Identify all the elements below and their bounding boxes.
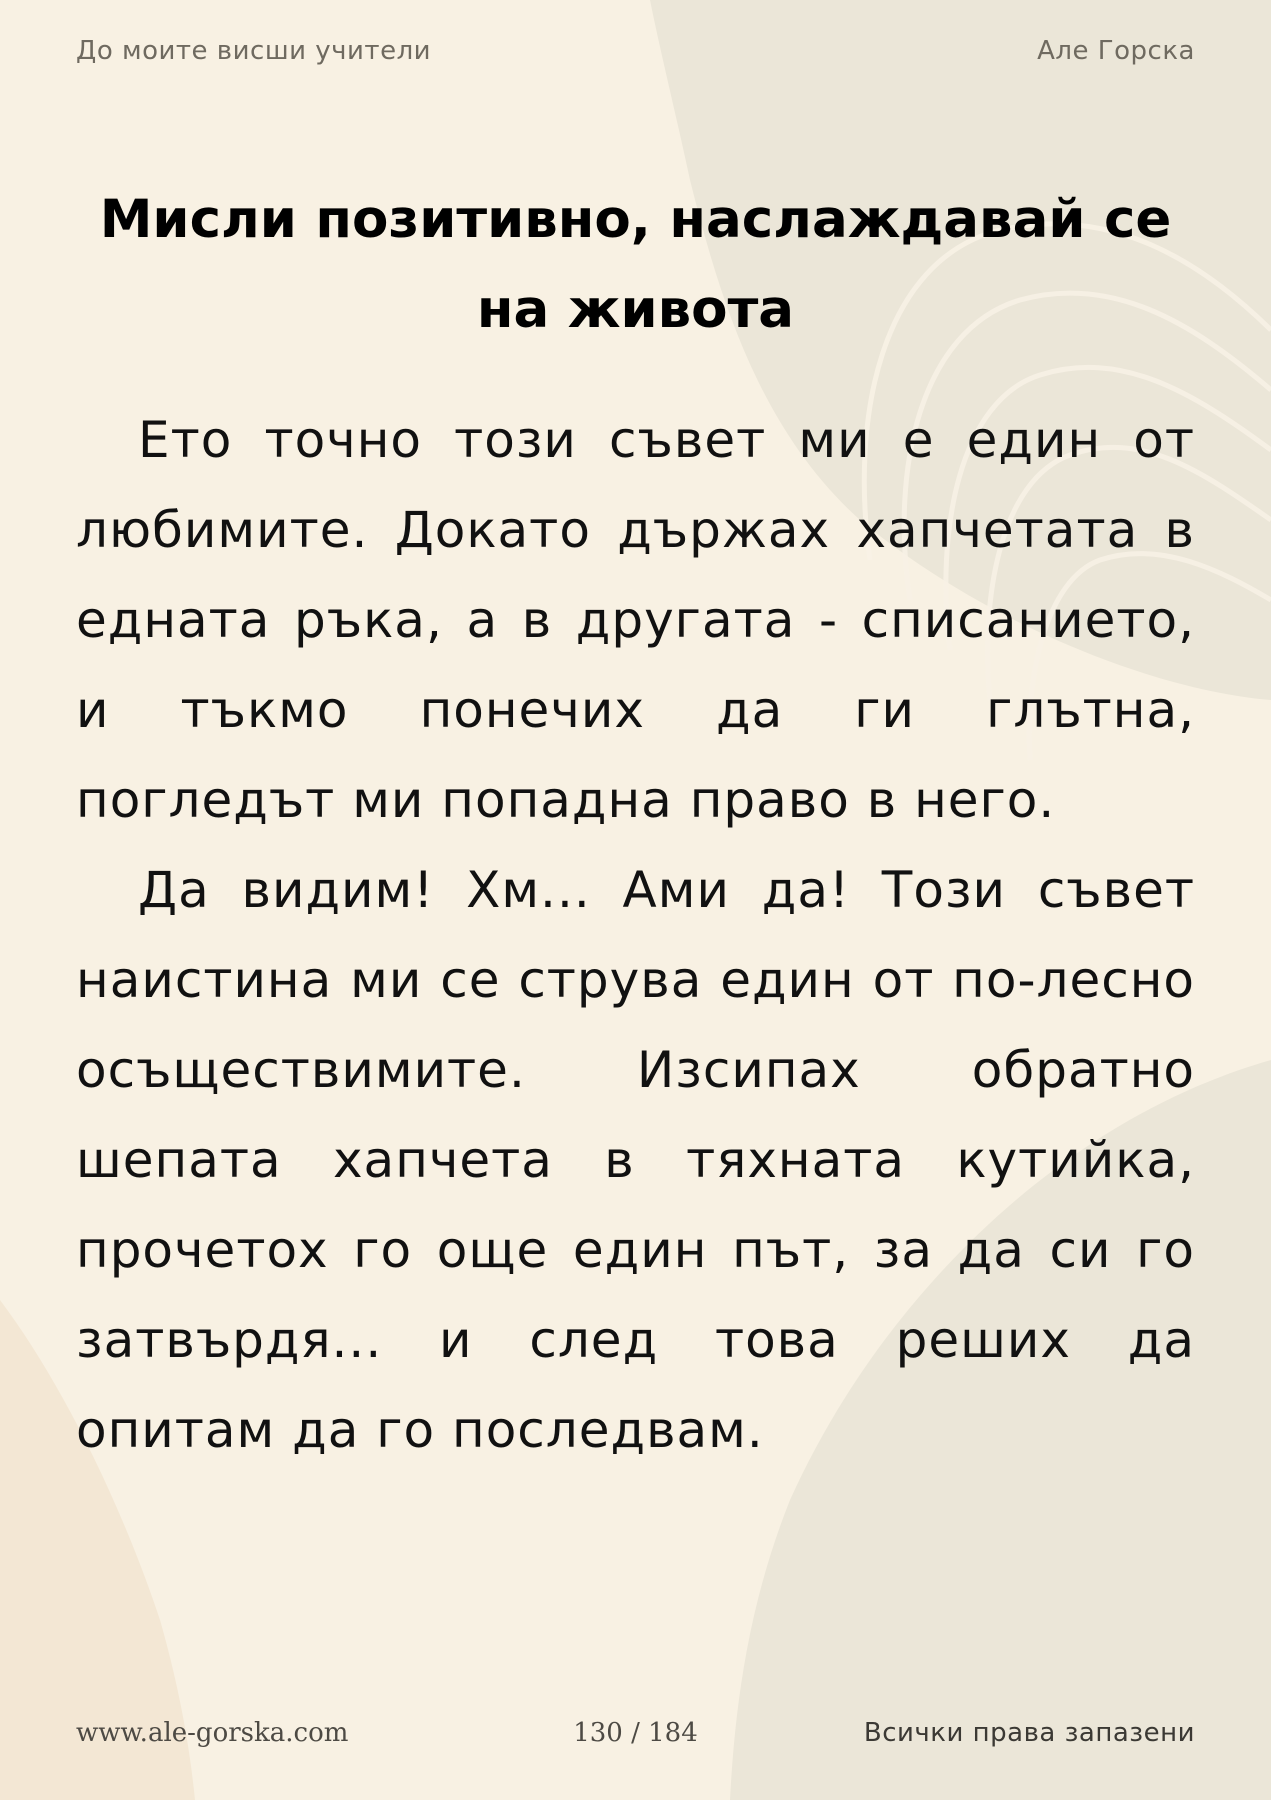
paragraph: Да видим! Хм... Ами да! Този съвет наистина ми се струва един от по-лесно осъществимите. Изсипах обратно шепата хапчета в тяхната кутийка, прочетох го още един път, за да си го затвърдя... и след това реших да опитам да го последвам.: [76, 861, 1195, 1459]
body-text: [76, 395, 1195, 1475]
copyright-notice: Всички права запазени: [863, 1718, 1195, 1748]
page-footer: [76, 1716, 1195, 1750]
book-title: До моите висши учители: [76, 36, 432, 66]
website-url: www.ale-gorska.com: [76, 1718, 349, 1748]
running-header: [76, 36, 1195, 66]
author-name: Але Горска: [1037, 36, 1195, 66]
page-number: 130 / 184: [573, 1718, 698, 1748]
paragraph: Ето точно този съвет ми е един от любимите. Докато държах хапчетата в едната ръка, а в другата - списанието, и тъкмо понечих да ги глътна, погледът ми попадна право в него.: [76, 411, 1195, 829]
chapter-title: Мисли позитивно, наслаждавай се на живота: [99, 189, 1172, 340]
